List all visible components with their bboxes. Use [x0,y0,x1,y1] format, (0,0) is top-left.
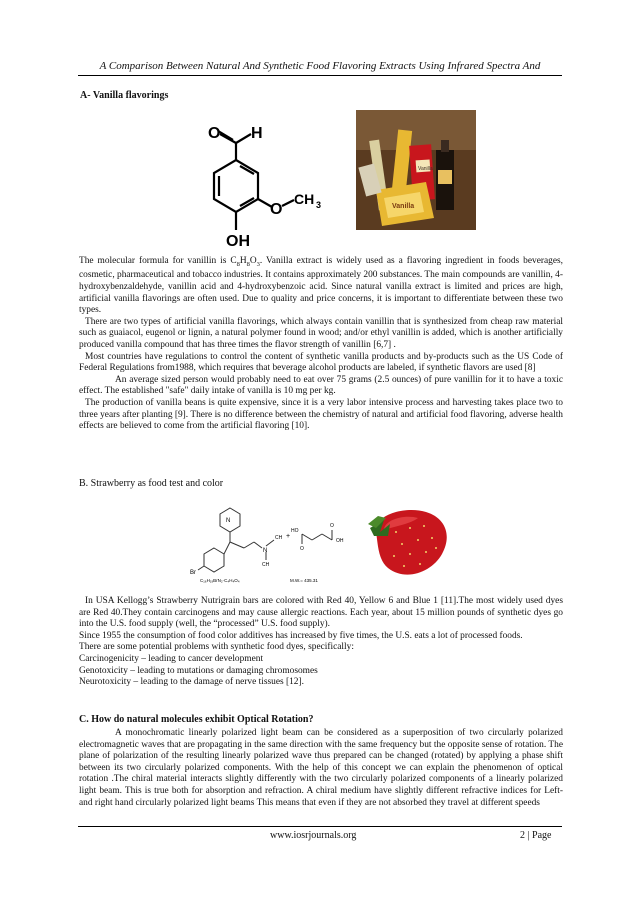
strawberry-figures [190,502,470,584]
formula-h-letter: H [239,256,247,266]
formula-rest: . Vanilla extract is widely used as a flavoring ingredient in foods beverages, cosmetic, pharmaceutical and tobacco industries. It contains approximately 200 substances. The main compounds are vanillin, 4-hydroxybenzaldehyde, vanillin acid and 4-hydroxybenzoic acid. Since natural vanilla extract is limited and prices are high, artificial vanilla flavorings are often used. Due to quality and price concerns, it is important to differentiate between these two types. [79,256,563,316]
strawberry-photo [366,502,456,584]
vanilla-section-body [79,256,563,433]
paragraph-kellogg: In USA Kellogg’s Strawberry Nutrigrain bars are colored with Red 40, Yellow 6 and Blue 1 [11].The most widely used dyes are Red 40.They contain carcinogens and may cause allergic reactions. Each year, about 15 million pounds of synthetic dyes go into the U.S. food supply (well, the “processed” U.S. food supply). [79,596,563,630]
formula-prefix: The molecular formula for vanillin is C [79,256,237,266]
formula-o-sub: 3 [256,260,260,268]
plus-sign: + [286,533,291,540]
bromo-label: Br [190,570,196,576]
aldehyde-oxygen-label: O [208,125,221,142]
oxo-a-label: O [300,546,304,552]
methoxy-oxygen-label: O [270,201,283,218]
paragraph-optical-rotation: A monochromatic linearly polarized light beam can be considered as a superposition of two circularly polarized electromagnetic waves that are propagating in the same direction with the same frequency but the opposite sense of rotation. The plane of polarization of the resulting linearly polarized wave thus prepared can be changed (rotated) by applying a phase shift between its two circularly polarized components. With the help of this concept we can explain the phenomenon of optical rotation .The chiral material interacts slightly differently with the two circularly polarized components of a linearly polarized light beam. This is true both for absorption and refraction. A chiral medium have slightly different refractive indices for Left- and right hand circularly polarized light beams This means that even if they are not absorbed they travel at different speeds [79,728,563,808]
oh-label: OH [336,538,344,544]
paragraph-formula [79,256,563,317]
methyl-a-label: CH [275,535,283,541]
aldehyde-hydrogen-label: H [251,125,263,142]
footer-divider [78,826,562,827]
molecular-formula-label: C₁₆H₁₉BrN₂·C₄H₄O₄ [200,578,240,583]
problem-list-item: Neurotoxicity – leading to the damage of nerve tissues [12]. [79,677,304,688]
paragraph-problems-intro: There are some potential problems with synthetic food dyes, specifically: [79,642,354,653]
amine-n-label: N [263,548,268,554]
vanilla-products-photo [356,110,476,230]
chlorphenamine-structure [190,502,360,584]
footer-url: www.iosrjournals.org [270,830,357,841]
paragraph-since-1955: Since 1955 the consumption of food color additives has increased by five times, the U.S. eats a lot of processed foods. [79,630,523,641]
paragraph-types: There are two types of artificial vanilla flavorings, which always contain vanillin that is synthesized from cheap raw material such as guaiacol, eugenol or lignin, a natural polymer found in wood; and/or ethyl vanillin is added, which is another artificially produced vanilla compound that has three times the flavor strength of vanillin [6,7] . [79,316,563,351]
methyl-subscript: 3 [316,200,322,210]
hydroxyl-label: OH [226,233,250,250]
problem-list-item: Carcinogenicity – leading to cancer development [79,653,264,664]
oxo-b-label: O [330,523,334,529]
footer-page-number: 2 | Page [520,830,552,841]
formula-c-sub: 8 [236,260,240,268]
running-header: A Comparison Between Natural And Synthetic Food Flavoring Extracts Using Infrared Spectra And [78,60,562,76]
methyl-label: CH [294,191,315,207]
optical-rotation-body [79,728,563,809]
formula-h-sub: 8 [246,260,250,268]
bottle-label-text: Vanilla [418,166,433,172]
pyridine-n-label: N [226,518,231,524]
paragraph-regulations: Most countries have regulations to control the content of synthetic vanilla products and by-products such as the US Code of Federal Regulations from1988, which requires that beverage alcohol products are labeled, if synthetic flavors are used [8] [79,351,563,374]
paragraph-average: An average sized person would probably need to eat over 75 grams (2.5 ounces) of pure vanillin for it to have a toxic effect. The established "safe" daily intake of vanilla is 10 mg per kg. [79,374,563,397]
section-b-heading: B. Strawberry as food test and color [79,478,224,489]
molecular-weight-label: M.W.= 435.31 [290,578,318,583]
problem-list-item: Genotoxicity – leading to mutations or damaging chromosomes [79,665,318,676]
packet-label-text: Vanilla [392,203,415,210]
section-a-heading: A- Vanilla flavorings [80,90,169,101]
vanillin-structure [196,118,326,253]
strawberry-section-body [79,596,563,689]
paragraph-production: The production of vanilla beans is quite expensive, since it is a very labor intensive process and harvesting takes place two to three years after planting [9]. There is no difference between the chemistry of natural and artificial food flavoring, adverse health effects are believed to come from the artificial flavoring [10]. [79,398,563,432]
ho-label: HO [291,528,299,534]
formula-o-letter: O [249,256,257,266]
section-c-heading: C. How do natural molecules exhibit Optical Rotation? [79,714,314,725]
methyl-b-label: CH [262,562,270,568]
vanilla-figures [190,110,490,250]
